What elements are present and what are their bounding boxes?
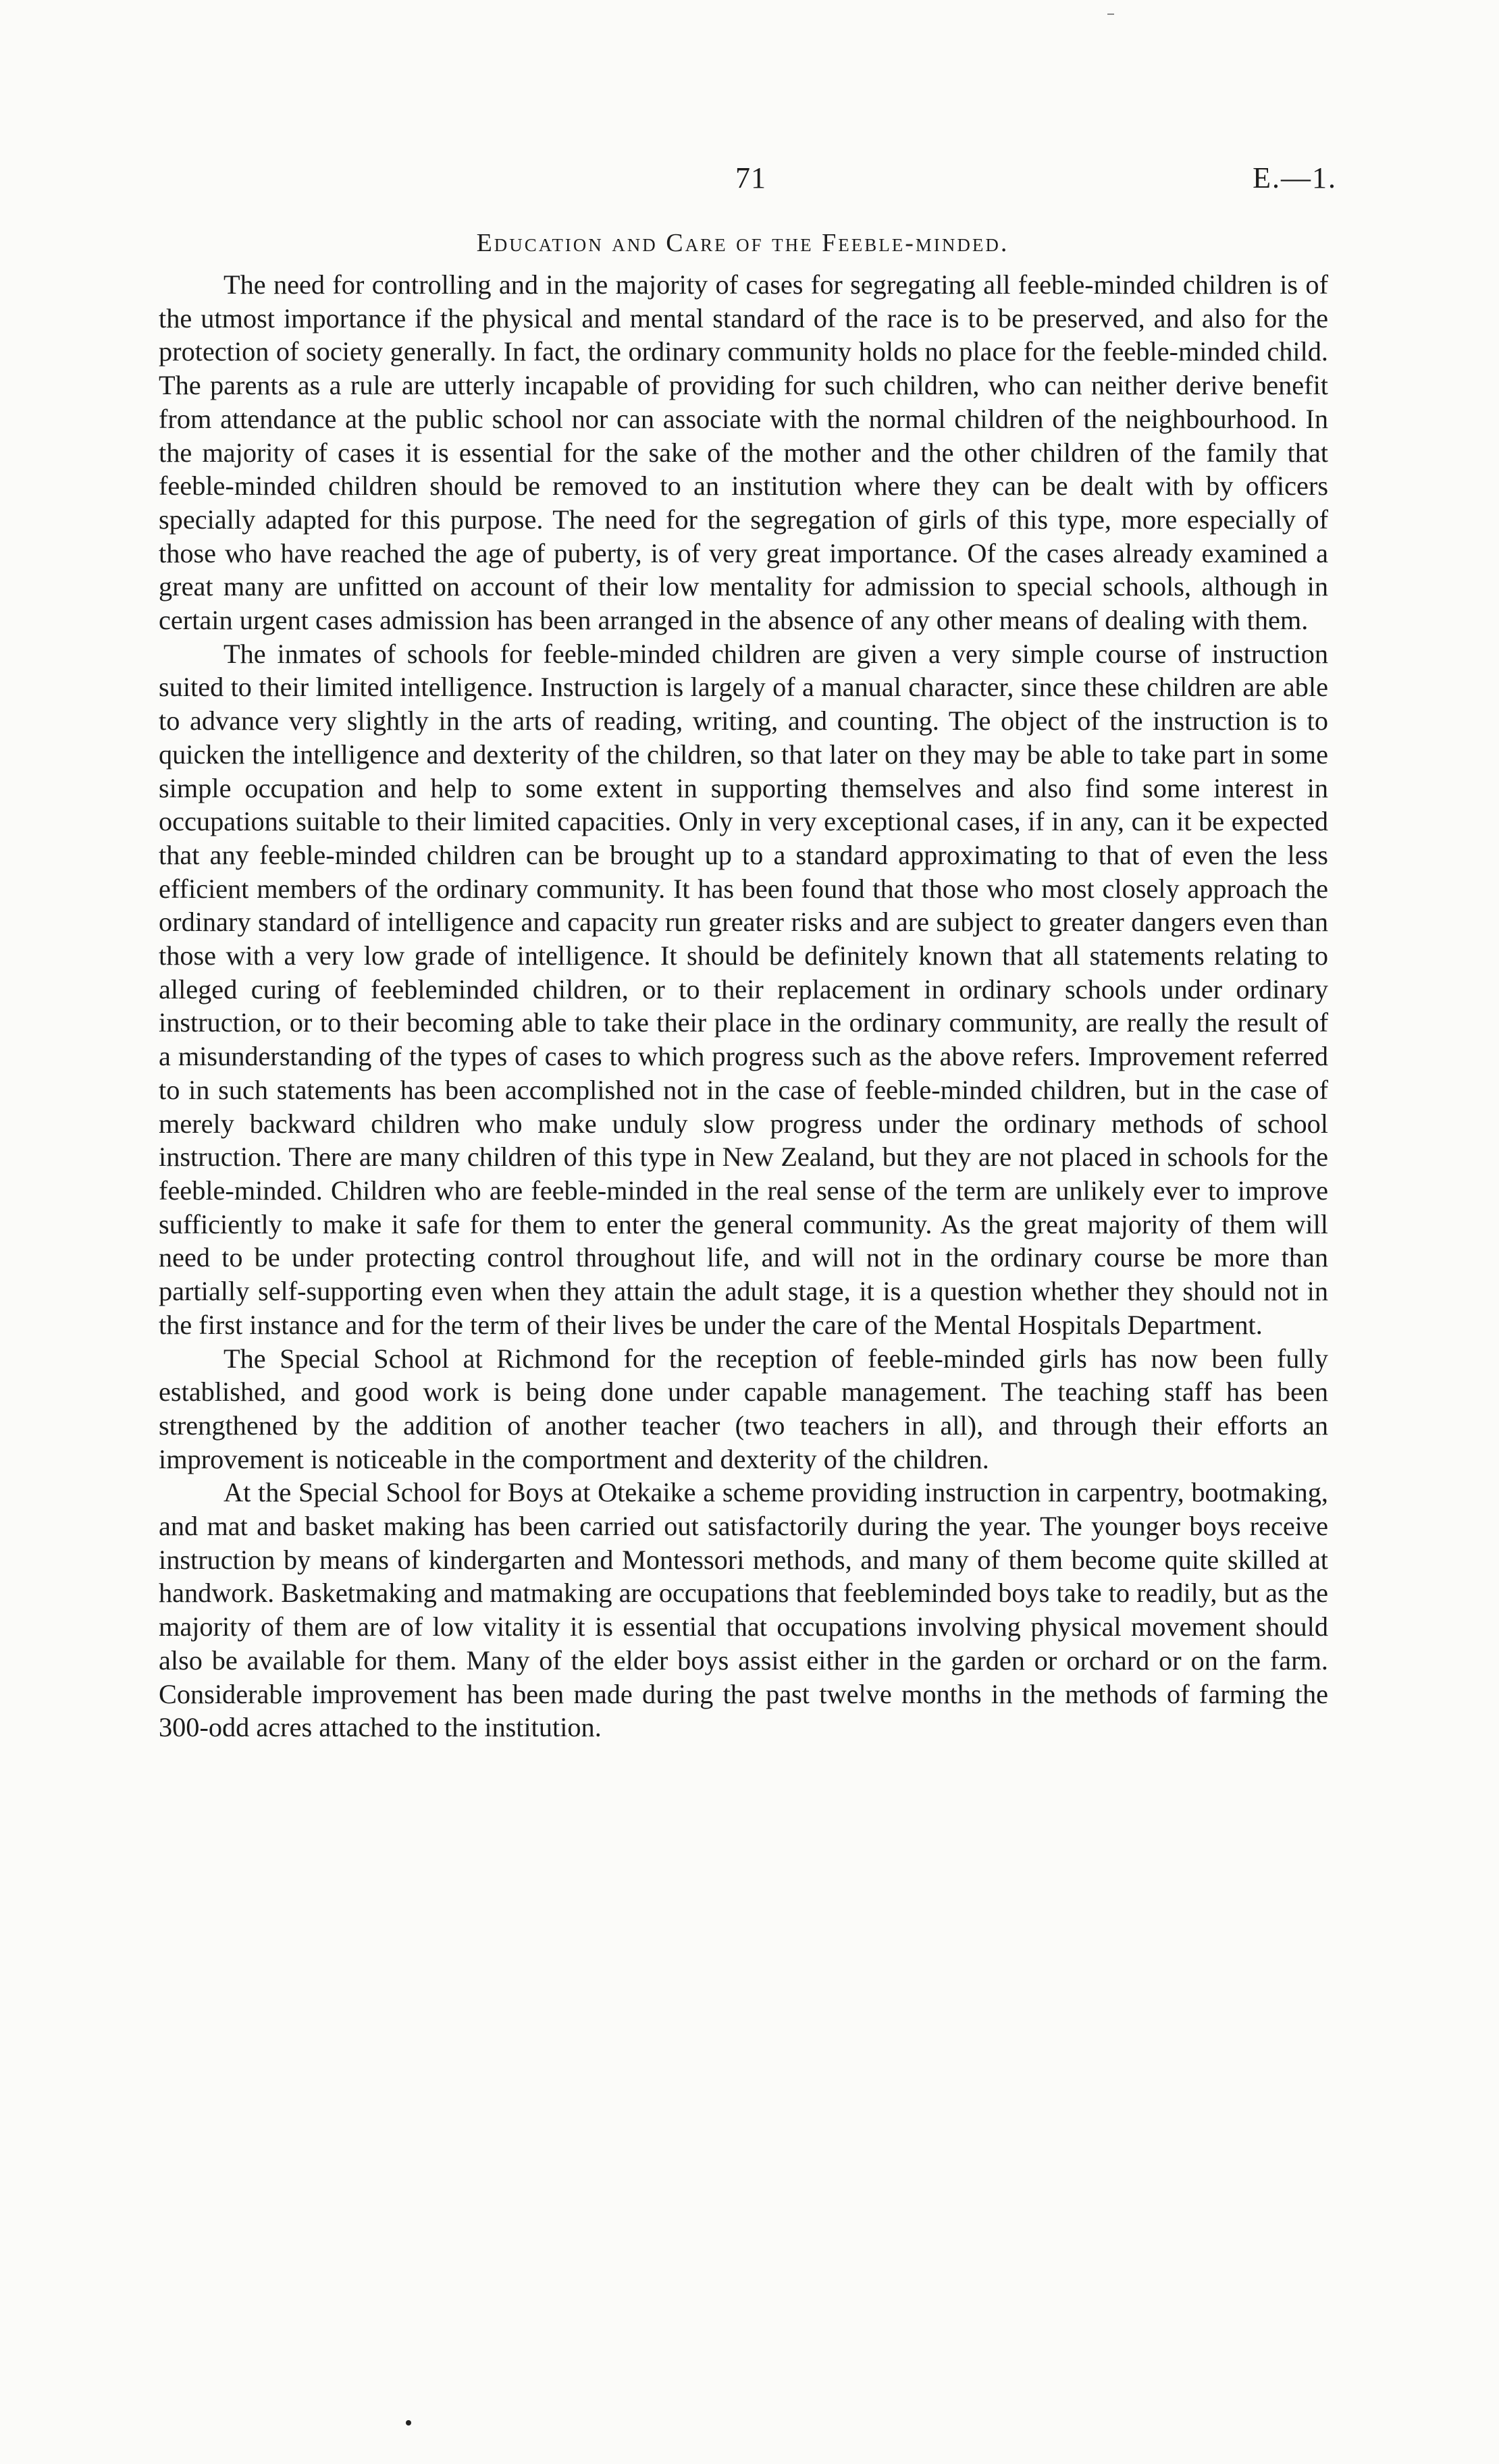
paragraph-otekaike-school: At the Special School for Boys at Otekaike a scheme providing instruction in carpentry, bootmaking, and mat and basket making has been carried out satisfactorily during the year. The younger boys receive instruction by means of kindergarten and Montessori methods, and many of them become quite skilled at handwork. Basketmaking and matmaking are occupations that feebleminded boys take to readily, but as the majority of them are of low vitality it is essential that occupations involving physical movement should also be available for them. Many of the elder boys assist either in the garden or orchard or on the farm. Considerable improvement has been made during the past twelve months in the methods of farming the 300-odd acres attached to the institution. <box>159 1477 1328 1743</box>
page-number: 71 <box>735 161 766 194</box>
ink-dot-mark <box>406 2420 411 2426</box>
document-reference: E.—1. <box>1253 161 1337 194</box>
paragraph-richmond-school: The Special School at Richmond for the reception of feeble-minded girls has now been fully established, and good work is being done under capable management. The teaching staff has been strengthened by the addition of another teacher (two teachers in all), and through their efforts an improvement is noticeable in the comportment and dexterity of the children. <box>159 1343 1328 1474</box>
section-title: Education and Care of the Feeble-minded. <box>476 229 1009 257</box>
body-text <box>159 268 1328 1744</box>
scan-edge-mark <box>1107 14 1114 15</box>
paragraph-instruction: The inmates of schools for feeble-minded children are given a very simple course of instruction suited to their limited intelligence. Instruction is largely of a manual character, since these children are able to advance very slightly in the arts of reading, writing, and counting. The object of the instruction is to quicken the intelligence and dexterity of the children, so that later on they may be able to take part in some simple occupation and help to some extent in supporting themselves and also find some interest in occupations suitable to their limited capacities. Only in very exceptional cases, if in any, can it be expected that any feeble-minded children can be brought up to a standard approximating to that of even the less efficient members of the ordinary community. It has been found that those who most closely approach the ordinary standard of intelligence and capacity run greater risks and are subject to greater dangers even than those with a very low grade of intelligence. It should be definitely known that all statements relating to alleged curing of feebleminded children, or to their replacement in ordinary schools under ordinary instruction, or to their becoming able to take their place in the ordinary community, are really the result of a misunderstanding of the types of cases to which progress such as the above refers. Improvement referred to in such statements has been accomplished not in the case of feeble-minded children, but in the case of merely backward children who make unduly slow progress under the ordinary methods of school instruction. There are many children of this type in New Zealand, but they are not placed in schools for the feeble-minded. Children who are feeble-minded in the real sense of the term are unlikely ever to improve sufficiently to make it safe for them to enter the general community. As the great majority of them will need to be under protecting control throughout life, and will not in the ordinary course be more than partially self-supporting even when they attain the adult stage, it is a question whether they should not in the first instance and for the term of their lives be under the care of the Mental Hospitals Department. <box>159 638 1328 1340</box>
paragraph-segregation: The need for controlling and in the majority of cases for segregating all feeble-minded children is of the utmost importance if the physical and mental standard of the race is to be preserved, and also for the protection of society generally. In fact, the ordinary community holds no place for the feeble-minded child. The parents as a rule are utterly incapable of providing for such children, who can neither derive benefit from attendance at the public school nor can associate with the normal children of the neighbourhood. In the majority of cases it is essential for the sake of the mother and the other children of the family that feeble-minded children should be removed to an institution where they can be dealt with by officers specially adapted for this purpose. The need for the segregation of girls of this type, more especially of those who have reached the age of puberty, is of very great importance. Of the cases already examined a great many are unfitted on account of their low mentality for admission to special schools, although in certain urgent cases admission has been arranged in the absence of any other means of dealing with them. <box>159 269 1328 636</box>
